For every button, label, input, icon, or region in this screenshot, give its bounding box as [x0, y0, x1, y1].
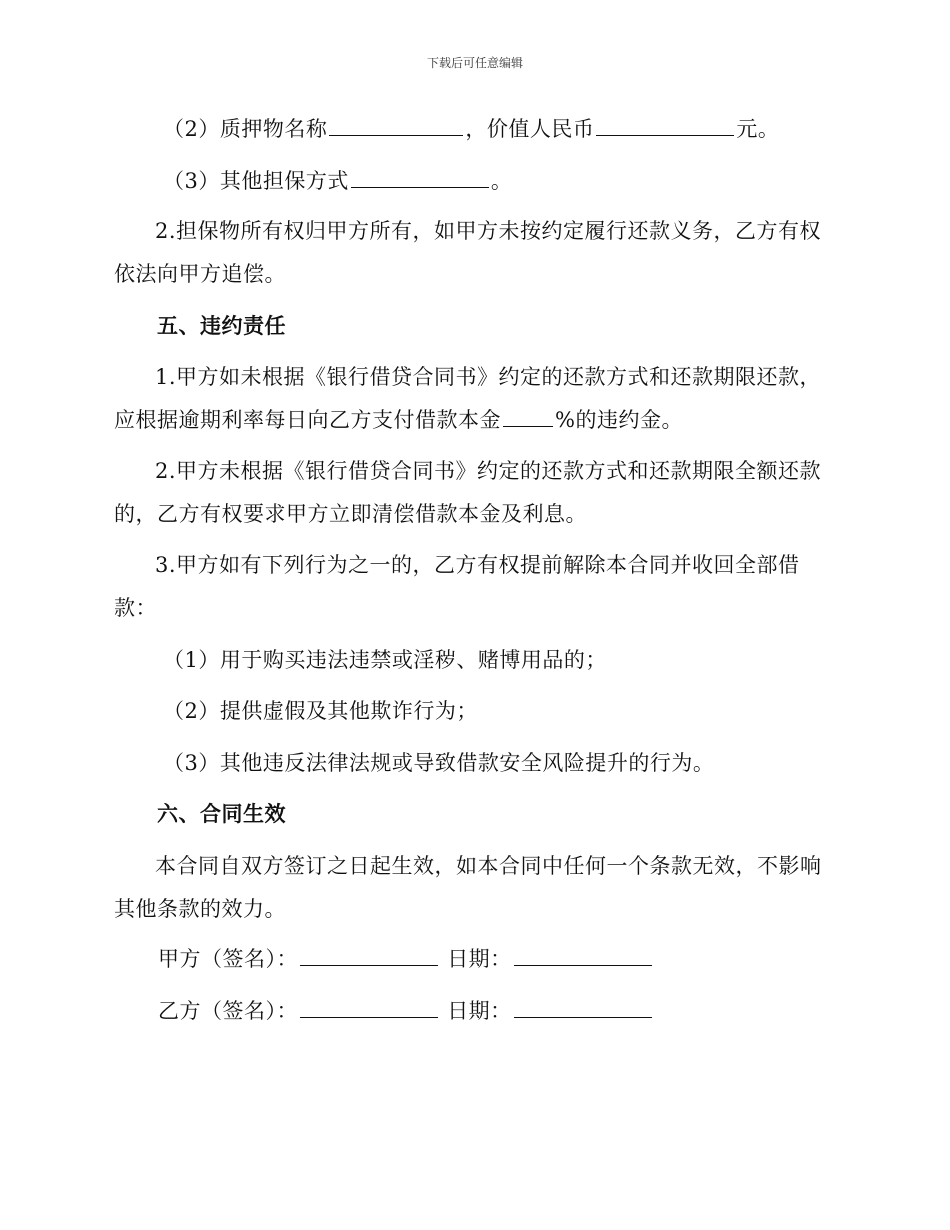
signature-party-a	[158, 946, 654, 972]
clause-5-3-line1: 3.甲方如有下列行为之一的，乙方有权提前解除本合同并收回全部借	[155, 553, 800, 577]
clause-5-2-line2: 的，乙方有权要求甲方立即清偿借款本金及利息。	[114, 502, 587, 526]
section-heading-effect: 六、合同生效	[157, 802, 286, 826]
clause-5-3-line2: 款：	[114, 596, 157, 620]
clause-5-3-item2: （2）提供虚假及其他欺诈行为；	[163, 699, 478, 723]
clause-5-3-item3: （3）其他违反法律法规或导致借款安全风险提升的行为。	[163, 751, 715, 775]
party-a-signature-blank[interactable]	[300, 947, 438, 966]
clause-pledge-item	[163, 116, 779, 142]
clause-6-line2: 其他条款的效力。	[114, 897, 286, 921]
party-b-date-blank[interactable]	[514, 999, 652, 1018]
page-header: 下载后可任意编辑	[426, 56, 523, 70]
party-b-date-label: 日期：	[447, 999, 512, 1023]
other-guarantee-end: 。	[490, 169, 513, 193]
clause-other-guarantee	[163, 168, 512, 194]
pledge-name-blank[interactable]	[329, 117, 463, 136]
clause-5-1-line2	[114, 407, 683, 433]
clause-4-2-line2: 依法向甲方追偿。	[114, 262, 286, 286]
signature-party-b	[158, 998, 654, 1024]
pledge-unit: 元。	[736, 117, 780, 141]
party-a-label: 甲方（签名）：	[158, 947, 298, 971]
penalty-rate-label: 应根据逾期利率每日向乙方支付借款本金	[114, 408, 501, 432]
penalty-rate-unit: %的违约金。	[555, 408, 683, 432]
clause-5-3-item1: （1）用于购买违法违禁或淫秽、赌博用品的；	[163, 648, 607, 672]
party-a-date-blank[interactable]	[514, 947, 652, 966]
other-guarantee-label: （3）其他担保方式	[163, 169, 349, 193]
penalty-rate-blank[interactable]	[503, 408, 553, 427]
party-a-date-label: 日期：	[447, 947, 512, 971]
clause-4-2-line1: 2.担保物所有权归甲方所有，如甲方未按约定履行还款义务，乙方有权	[155, 219, 822, 243]
clause-5-1-line1: 1.甲方如未根据《银行借贷合同书》约定的还款方式和还款期限还款，	[155, 365, 822, 389]
other-guarantee-blank[interactable]	[351, 169, 489, 188]
pledge-name-label: （2）质押物名称	[163, 117, 328, 141]
party-b-label: 乙方（签名）：	[158, 999, 298, 1023]
clause-6-line1: 本合同自双方签订之日起生效，如本合同中任何一个条款无效，不影响	[155, 854, 822, 878]
pledge-value-label: ，价值人民币	[465, 117, 595, 141]
pledge-value-blank[interactable]	[596, 117, 734, 136]
section-heading-breach: 五、违约责任	[157, 314, 286, 338]
party-b-signature-blank[interactable]	[300, 999, 438, 1018]
clause-5-2-line1: 2.甲方未根据《银行借贷合同书》约定的还款方式和还款期限全额还款	[155, 459, 822, 483]
